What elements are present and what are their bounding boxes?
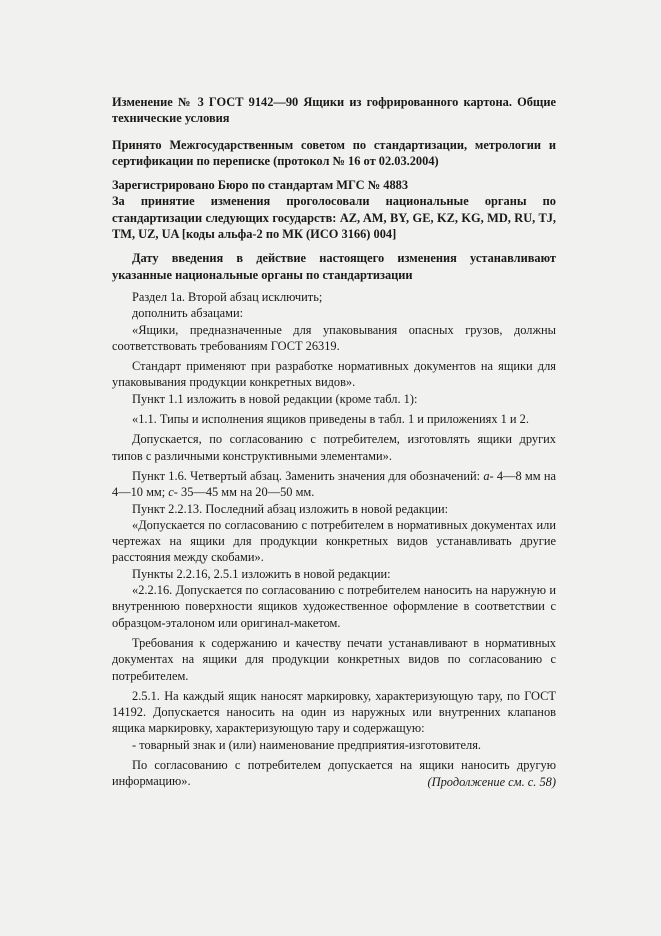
paragraph-types: «1.1. Типы и исполнения ящиков приведены в табл. 1 и приложениях 1 и 2. <box>132 412 529 427</box>
paragraph-hazardous: «Ящики, предназначенные для упаковывания опасных грузов, должны соответствовать требованиям ГОСТ 26319. <box>112 322 556 353</box>
paragraph-item-1-1: Пункт 1.1 изложить в новой редакции (кроме табл. 1): <box>132 391 418 406</box>
paragraph-item-2-2-13: Пункт 2.2.13. Последний абзац изложить в новой редакции: <box>132 501 449 516</box>
designation-c: с- <box>168 485 178 500</box>
paragraph-2-5-1: 2.5.1. На каждый ящик наносят маркировку, характеризующую тару, по ГОСТ 14192. Допускается наносить на один из наружных или внутренних клапанов ящика маркировку, характеризующую тару и содержащую: <box>112 688 556 736</box>
paragraph-standard-use: Стандарт применяют при разработке нормативных документов на ящики для упаковывания продукции конкретных видов». <box>112 359 556 390</box>
amendment-title: Изменение № 3 ГОСТ 9142—90 Ящики из гофрированного картона. Общие технические условия <box>112 95 556 126</box>
paragraph-other-types: Допускается, по согласованию с потребителем, изготовлять ящики других типов с различными конструктивными элементами». <box>112 432 556 463</box>
paragraph-staples: «Допускается по согласованию с потребителем в нормативных документах или чертежах на ящики для продукции конкретных видов устанавливать другие расстояния между скобами». <box>112 517 556 565</box>
paragraph-items-2-2-16: Пункты 2.2.16, 2.5.1 изложить в новой редакции: <box>132 566 391 581</box>
designation-c-values: 35—45 мм на 20—50 мм. <box>177 485 315 500</box>
registration-note: Зарегистрировано Бюро по стандартам МГС № 4883 <box>112 178 409 193</box>
voting-note: За принятие изменения проголосовали национальные органы по стандартизации следующих государств: AZ, AM, BY, GE, KZ, KG, MD, RU, TJ, TM, UZ, UA [коды альфа-2 по МК (ИСО 3166) 004] <box>112 194 556 242</box>
paragraph-other-info: По согласованию с потребителем допускается на ящики наносить другую информацию». <box>112 757 556 789</box>
paragraph-add: дополнить абзацами: <box>132 306 244 321</box>
document-page <box>112 94 556 790</box>
paragraph-print-quality: Требования к содержанию и качеству печати устанавливают в нормативных документах на ящики для продукции конкретных видов по согласованию с потребителем. <box>112 635 556 683</box>
effective-date-note: Дату введения в действие настоящего изменения устанавливают указанные национальные органы по стандартизации <box>112 251 556 282</box>
paragraph-section-1a: Раздел 1а. Второй абзац исключить; <box>132 289 323 304</box>
paragraph-2-2-16: «2.2.16. Допускается по согласованию с потребителем наносить на наружную и внутреннюю поверхности ящиков художественное оформление в соответствии с образцом-эталоном или оригинал-макетом. <box>112 583 556 630</box>
continuation-note: (Продолжение см. с. 58) <box>427 774 556 789</box>
designation-a-values: 4—8 мм на 4—10 мм; <box>112 468 556 500</box>
adoption-note: Принято Межгосударственным советом по стандартизации, метрологии и сертификации по переписке (протокол № 16 от 02.03.2004) <box>112 137 556 168</box>
designation-a: а- <box>483 468 494 483</box>
item-1-6-text: Пункт 1.6. Четвертый абзац. Заменить значения для обозначений: <box>132 468 481 483</box>
paragraph-item-1-6 <box>112 468 556 501</box>
paragraph-trademark: - товарный знак и (или) наименование предприятия-изготовителя. <box>132 737 482 752</box>
